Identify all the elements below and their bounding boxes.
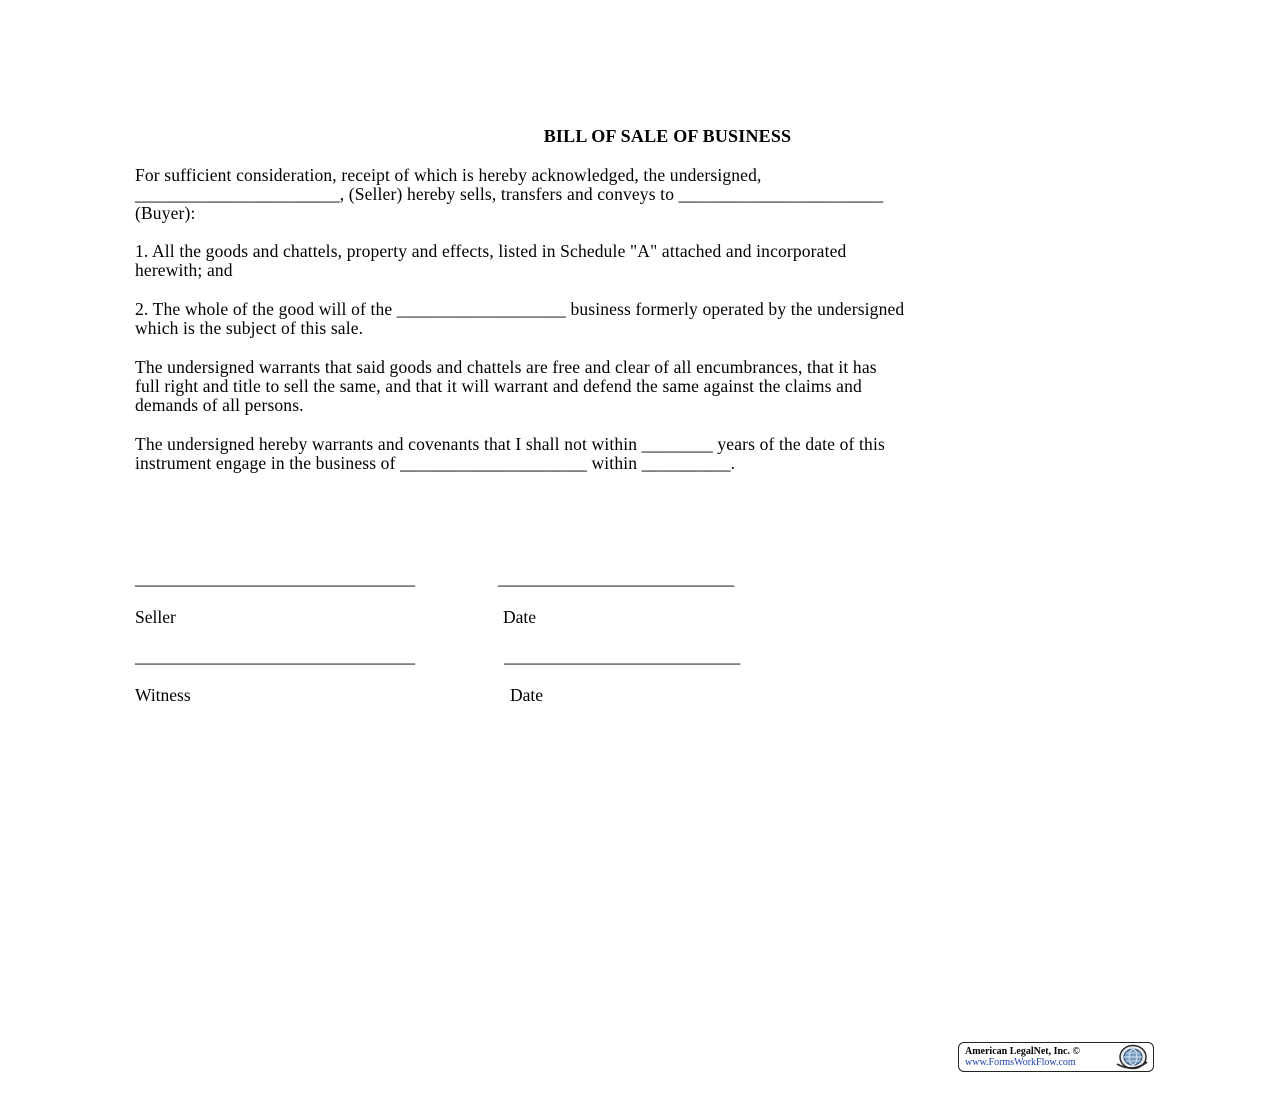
seller-date-line: ___________________________ bbox=[498, 568, 735, 588]
intro-line-3: (Buyer): bbox=[135, 203, 196, 223]
intro-line-2: _______________________, (Seller) hereby sells, transfers and conveys to _______________________ bbox=[135, 184, 884, 204]
warranty-line-1: The undersigned warrants that said goods and chattels are free and clear of all encumbrances, that it has bbox=[135, 357, 877, 377]
covenant-line-2: instrument engage in the business of _____________________ within __________. bbox=[135, 453, 736, 473]
warranty-line-2: full right and title to sell the same, and that it will warrant and defend the same against the claims and bbox=[135, 376, 862, 396]
intro-line-1: For sufficient consideration, receipt of which is hereby acknowledged, the undersigned, bbox=[135, 165, 762, 185]
item2-line-2: which is the subject of this sale. bbox=[135, 318, 364, 338]
globe-logo-icon bbox=[1113, 1044, 1149, 1070]
seller-label: Seller bbox=[135, 607, 176, 627]
publisher-url[interactable]: www.FormsWorkFlow.com bbox=[965, 1057, 1076, 1068]
witness-signature-line: ________________________________ bbox=[135, 646, 415, 666]
warranty-line-3: demands of all persons. bbox=[135, 395, 304, 415]
document-title: BILL OF SALE OF BUSINESS bbox=[543, 126, 792, 146]
item2-line-1: 2. The whole of the good will of the ___________________ business formerly operated by the undersigned bbox=[135, 299, 905, 319]
witness-date-line: ___________________________ bbox=[504, 646, 741, 666]
witness-date-label: Date bbox=[510, 685, 544, 705]
witness-label: Witness bbox=[135, 685, 191, 705]
covenant-line-1: The undersigned hereby warrants and covenants that I shall not within ________ years of the date of this bbox=[135, 434, 885, 454]
seller-signature-line: ________________________________ bbox=[135, 568, 415, 588]
publisher-badge[interactable] bbox=[958, 1042, 1154, 1072]
publisher-name: American LegalNet, Inc. © bbox=[965, 1046, 1080, 1057]
item1-line-1: 1. All the goods and chattels, property and effects, listed in Schedule "A" attached and incorporated bbox=[135, 241, 847, 261]
item1-line-2: herewith; and bbox=[135, 260, 233, 280]
seller-date-label: Date bbox=[503, 607, 537, 627]
